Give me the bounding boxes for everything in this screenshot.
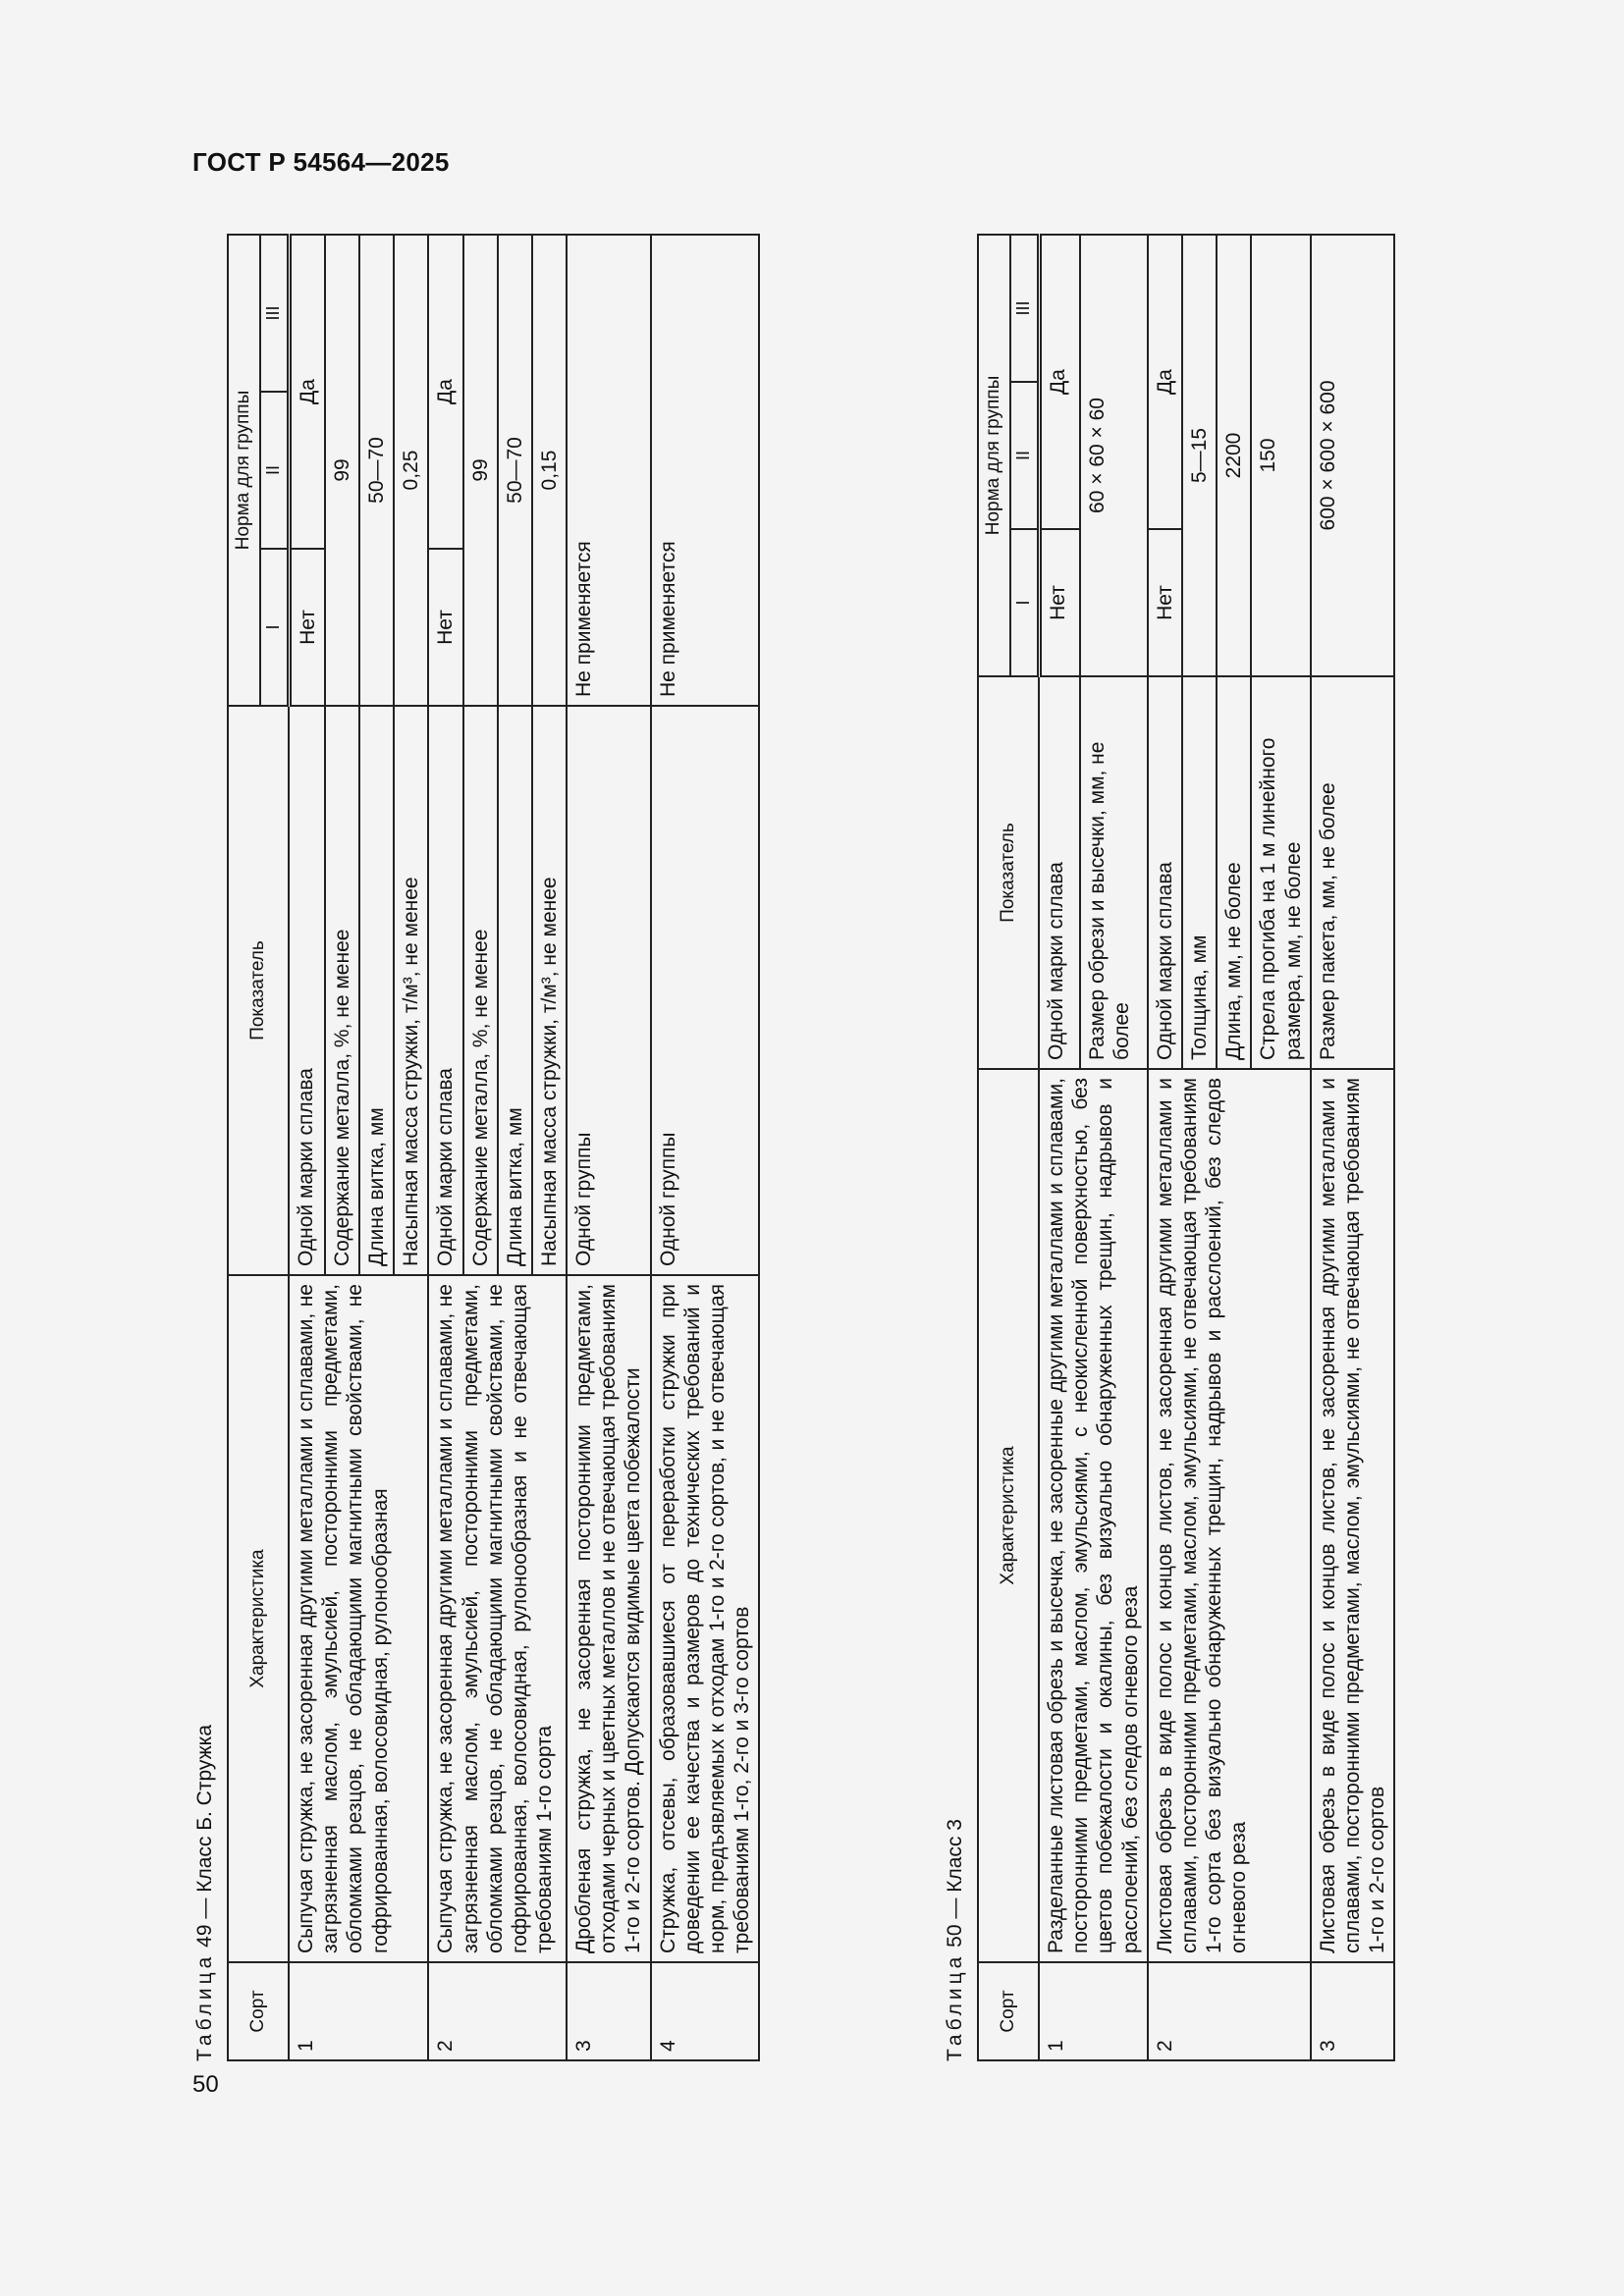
norm-value-cell: 99	[463, 235, 498, 706]
norm-cell-group-1: Нет	[1148, 529, 1182, 676]
norm-cell-group-1: Нет	[1039, 529, 1080, 676]
table-49-caption-prefix: Таблица	[193, 1952, 216, 2061]
indicator-cell: Одной марки сплава	[1039, 676, 1080, 1069]
characteristic-cell: Листовая обрезь в виде полос и концов листов, не засоренная другими металлами и сплавами, посторонними предметами, маслом, эмульсиями, не отвечающая требованиям 1-го сорта без визуально обнаруженных трещин, надрывов и расслоений, без следов огневого реза	[1148, 1069, 1311, 1962]
norm-value-cell: 50—70	[359, 235, 394, 706]
characteristic-cell: Разделанные листовая обрезь и высечка, не засоренные другими металлами и сплавами, посторонними предметами, маслом, эмульсиями, с неокисленной поверхностью, без цветов побежалости и окалины, без визуально обнаруженных трещин, надрывов и расслоений, без следов огневого реза	[1039, 1069, 1148, 1962]
characteristic-cell: Сыпучая стружка, не засоренная другими металлами и сплавами, не загрязненная маслом, эмульсией, посторонними предметами, обломками резцов, не обладающими магнитными свойствами, не гофрированная, волосовидная, рулонообразная	[289, 1275, 428, 1962]
table-50-caption-text: 50 — Класс 3	[944, 1819, 966, 1948]
col-header-norm: Норма для группы	[978, 235, 1010, 676]
table-row	[289, 235, 325, 2060]
indicator-cell: Насыпная масса стружки, т/м³, не менее	[532, 706, 567, 1275]
sort-cell: 3	[1311, 1962, 1395, 2060]
characteristic-cell: Стружка, отсевы, образовавшиеся от переработки стружки при доведении ее качества и размеров до технических требований и норм, предъявляемых к отходам 1-го и 2-го сортов, и не отвечающая требованиям 1-го, 2-го и 3-го сортов	[651, 1275, 760, 1962]
norm-cell-group-1: Нет	[428, 549, 462, 706]
indicator-cell: Одной марки сплава	[289, 706, 325, 1275]
sort-cell: 2	[1148, 1962, 1311, 2060]
characteristic-cell: Сыпучая стружка, не засоренная другими металлами и сплавами, не загрязненная маслом, эмульсией, посторонними предметами, обломками резцов, не обладающими магнитными свойствами, не гофрированная, волосовидная, рулонообразная и не отвечающая требованиям 1-го сорта	[428, 1275, 567, 1962]
table-row	[1311, 235, 1395, 2060]
table-row	[651, 235, 760, 2060]
norm-value-cell: 60 × 60 × 60	[1080, 235, 1148, 676]
table-50	[977, 234, 1395, 2061]
indicator-cell: Одной группы	[651, 706, 760, 1275]
col-header-sort: Сорт	[228, 1962, 289, 2060]
indicator-cell: Длина витка, мм	[498, 706, 532, 1275]
norm-value-cell: 50—70	[498, 235, 532, 706]
col-header-group-2: II	[1010, 382, 1039, 529]
norm-value-cell: 0,25	[394, 235, 428, 706]
norm-cell-group-2-3: Да	[1039, 235, 1080, 529]
indicator-cell: Длина, мм, не более	[1217, 676, 1251, 1069]
col-header-indicator: Показатель	[978, 676, 1039, 1069]
indicator-cell: Одной группы	[567, 706, 651, 1275]
norm-value-cell: 600 × 600 × 600	[1311, 235, 1395, 676]
table-49-block	[192, 236, 760, 2061]
indicator-cell: Размер обрези и высечки, мм, не более	[1080, 676, 1148, 1069]
characteristic-cell: Дробленая стружка, не засоренная посторонними предметами, отходами черных и цветных металлов и не отвечающая требованиям 1-го и 2-го сортов. Допускаются видимые цвета побежалости	[567, 1275, 651, 1962]
norm-value-cell: 99	[325, 235, 359, 706]
document-header: ГОСТ Р 54564—2025	[192, 147, 450, 177]
norm-value-cell: 2200	[1217, 235, 1251, 676]
indicator-cell: Стрела прогиба на 1 м линейного размера, мм, не более	[1251, 676, 1310, 1069]
table-row	[428, 235, 462, 2060]
norm-cell-group-2-3: Да	[1148, 235, 1182, 529]
indicator-cell: Насыпная масса стружки, т/м³, не менее	[394, 706, 428, 1275]
norm-value-cell: Не применяется	[567, 235, 651, 706]
col-header-group-2: II	[260, 392, 289, 549]
table-50-block	[943, 236, 1395, 2061]
page-number: 50	[192, 2071, 219, 2098]
table-49-caption	[192, 236, 217, 2061]
characteristic-cell: Листовая обрезь в виде полос и концов листов, не засоренная другими металлами и сплавами, посторонними предметами, маслом, эмульсиями, не отвечающая требованиям 1-го и 2-го сортов	[1311, 1069, 1395, 1962]
sort-cell: 4	[651, 1962, 760, 2060]
col-header-norm: Норма для группы	[228, 235, 260, 706]
norm-cell-group-1: Нет	[289, 549, 325, 706]
sort-cell: 3	[567, 1962, 651, 2060]
table-row	[1039, 235, 1080, 2060]
sort-cell: 1	[1039, 1962, 1148, 2060]
indicator-cell: Содержание металла, %, не менее	[325, 706, 359, 1275]
norm-value-cell: Не применяется	[651, 235, 760, 706]
norm-value-cell: 5—15	[1182, 235, 1217, 676]
norm-value-cell: 150	[1251, 235, 1310, 676]
sort-cell: 2	[428, 1962, 567, 2060]
indicator-cell: Одной марки сплава	[1148, 676, 1182, 1069]
indicator-cell: Толщина, мм	[1182, 676, 1217, 1069]
indicator-cell: Длина витка, мм	[359, 706, 394, 1275]
table-50-caption	[943, 236, 967, 2061]
table-row	[567, 235, 651, 2060]
col-header-characteristic: Характеристика	[228, 1275, 289, 1962]
col-header-group-1: I	[260, 549, 289, 706]
col-header-group-1: I	[1010, 529, 1039, 676]
table-50-caption-prefix: Таблица	[944, 1952, 966, 2061]
col-header-indicator: Показатель	[228, 706, 289, 1275]
sort-cell: 1	[289, 1962, 428, 2060]
table-row	[1148, 235, 1182, 2060]
indicator-cell: Одной марки сплава	[428, 706, 462, 1275]
col-header-sort: Сорт	[978, 1962, 1039, 2060]
col-header-characteristic: Характеристика	[978, 1069, 1039, 1962]
norm-cell-group-2-3: Да	[289, 235, 325, 549]
indicator-cell: Содержание металла, %, не менее	[463, 706, 498, 1275]
table-49	[227, 234, 760, 2061]
norm-cell-group-2-3: Да	[428, 235, 462, 549]
indicator-cell: Размер пакета, мм, не более	[1311, 676, 1395, 1069]
norm-value-cell: 0,15	[532, 235, 567, 706]
col-header-group-3: III	[1010, 235, 1039, 382]
table-49-caption-text: 49 — Класс Б. Стружка	[193, 1724, 216, 1948]
col-header-group-3: III	[260, 235, 289, 392]
